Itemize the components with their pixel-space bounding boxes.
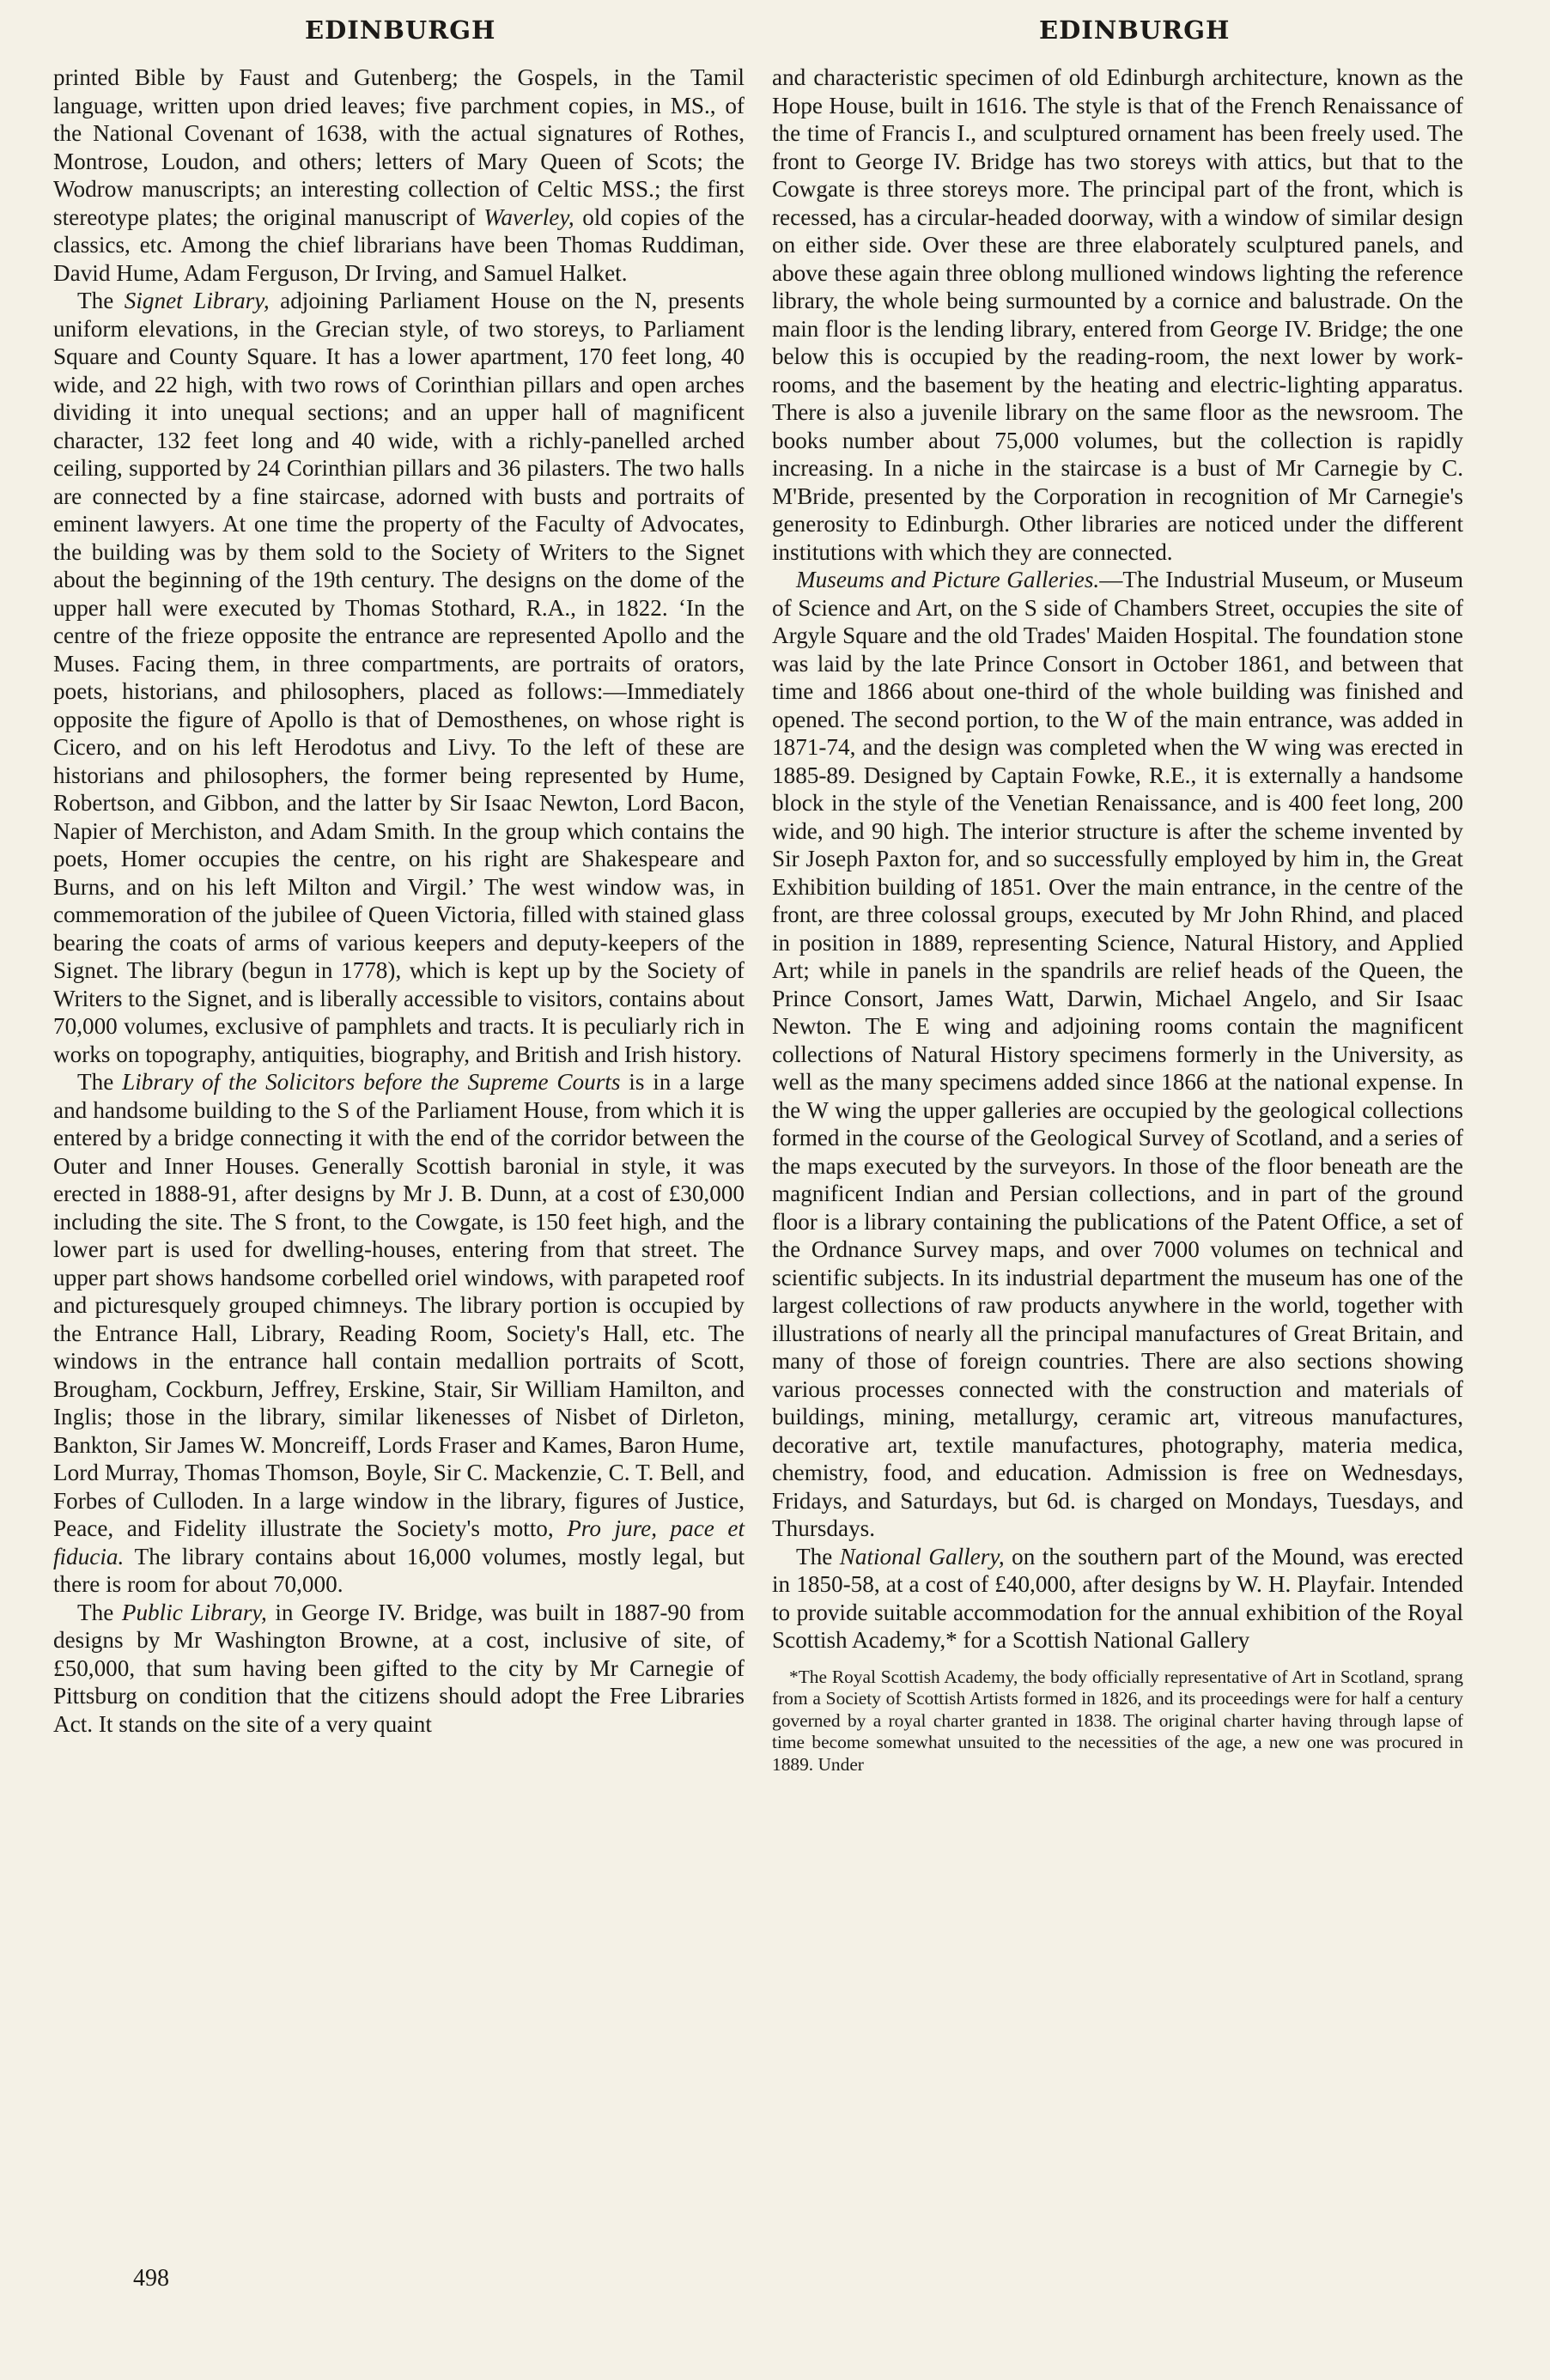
italic-heading-solicitors-library: Library of the Solicitors before the Supreme Courts: [122, 1069, 621, 1095]
footnote: *The Royal Scottish Academy, the body officially representative of Art in Scotland, sprang from a Society of Scottish Artists formed in 1826, and its proceedings were for half a century governed by a royal charter granted in 1838. The original charter having through lapse of time become somewhat unsuited to the necessities of the age, a new one was procured in 1889. Under: [772, 1666, 1463, 1775]
paragraph-public-library: [53, 1599, 745, 1739]
italic-heading-museums: Museums and Picture Galleries.: [796, 567, 1100, 592]
paragraph-text: printed Bible by Faust and Gutenberg; the Gospels, in the Tamil language, written upon dried leaves; five parchment copies, in MS., of the National Covenant of 1638, with the actual signatures of Rothes, Montrose, Loudon, and others; letters of Mary Queen of Scots; the Wodrow manuscripts; an interesting collection of Celtic MSS.; the first stereotype plates; the original manuscript of: [53, 64, 745, 230]
left-column: [53, 64, 745, 1738]
paragraph-hope-house: [772, 64, 1463, 566]
running-head-right: EDINBURGH: [1039, 15, 1231, 45]
paragraph-text: The library contains about 16,000 volumes, mostly legal, but there is room for about 70,000.: [53, 1543, 745, 1597]
italic-title-waverley: Waverley,: [483, 203, 574, 230]
italic-heading-signet-library: Signet Library,: [124, 288, 270, 313]
paragraph-bible-collection: [53, 64, 745, 287]
paragraph-museums: [772, 566, 1463, 1543]
paragraph-signet-library: [53, 287, 745, 1068]
italic-heading-public-library: Public Library,: [121, 1599, 267, 1625]
paragraph-national-gallery: [772, 1543, 1463, 1654]
paragraph-text: in George IV. Bridge, was built in 1887-90 from designs by Mr Washington Browne, at a cost, inclusive of site, of £50,000, that sum having been gifted to the city by Mr Carnegie of Pittsburg on condition that the citizens should adopt the Free Libraries Act. It stands on the site of a very quaint: [53, 1599, 745, 1737]
paragraph-text: The: [77, 1069, 123, 1095]
right-column: [772, 64, 1463, 1776]
paragraph-text: old copies of the classics, etc. Among the chief librarians have been Thomas Ruddiman, David Hume, Adam Ferguson, Dr Irving, and Samuel Halket.: [53, 203, 745, 286]
paragraph-text: The: [77, 1599, 122, 1625]
paragraph-text: on the southern part of the Mound, was erected in 1850-58, at a cost of £40,000, after designs by W. H. Playfair. Intended to provide suitable accommodation for the annual exhibition of the Royal Scottish Academy,* for a Scottish National Gallery: [772, 1543, 1463, 1653]
paragraph-text: The: [77, 288, 125, 313]
paragraph-text: The: [796, 1543, 840, 1569]
paragraph-solicitors-library: [53, 1068, 745, 1599]
paragraph-text: adjoining Parliament House on the N, presents uniform elevations, in the Grecian style, of two storeys, to Parliament Square and County Square. It has a lower apartment, 170 feet long, 40 wide, and 22 high, with two rows of Corinthian pillars and open arches dividing it into unequal sections; and an upper hall of magnificent character, 132 feet long and 40 wide, with a richly-panelled arched ceiling, supported by 24 Corinthian pillars and 36 pilasters. The two halls are connected by a fine staircase, adorned with busts and portraits of eminent lawyers. At one time the property of the Faculty of Advocates, the building was by them sold to the Society of Writers to the Signet about the beginning of the 19th century. The designs on the dome of the upper hall were executed by Thomas Stothard, R.A., in 1822. ‘In the centre of the frieze opposite the entrance are represented Apollo and the Muses. Facing them, in three compartments, are portraits of orators, poets, historians, and philosophers, placed as follows:—Immediately opposite the figure of Apollo is that of Demosthenes, on whose right is Cicero, and on his left Herodotus and Livy. To the left of these are historians and philosophers, the former being represented by Hume, Robertson, and Gibbon, and the latter by Sir Isaac Newton, Lord Bacon, Napier of Merchiston, and Adam Smith. In the group which contains the poets, Homer occupies the centre, on his right are Shakespeare and Burns, and on his left Milton and Virgil.’ The west window was, in commemoration of the jubilee of Queen Victoria, filled with stained glass bearing the coats of arms of various keepers and deputy-keepers of the Signet. The library (begun in 1778), which is kept up by the Society of Writers to the Signet, and is liberally accessible to visitors, contains about 70,000 volumes, exclusive of pamphlets and tracts. It is peculiarly rich in works on topography, antiquities, biography, and British and Irish history.: [53, 288, 745, 1067]
running-head-left: EDINBURGH: [305, 15, 496, 45]
paragraph-text: is in a large and handsome building to the S of the Parliament House, from which it is entered by a bridge connecting it with the end of the corridor between the Outer and Inner Houses. Generally Scottish baronial in style, it was erected in 1888-91, after designs by Mr J. B. Dunn, at a cost of £30,000 including the site. The S front, to the Cowgate, is 150 feet high, and the lower part is used for dwelling-houses, entering from that street. The upper part shows handsome corbelled oriel windows, with parapeted roof and picturesquely grouped chimneys. The library portion is occupied by the Entrance Hall, Library, Reading Room, Society's Hall, etc. The windows in the entrance hall contain medallion portraits of Scott, Brougham, Cockburn, Jeffrey, Erskine, Stair, Sir William Hamilton, and Inglis; those in the library, similar likenesses of Nisbet of Dirleton, Bankton, Sir James W. Moncreiff, Lords Fraser and Kames, Baron Hume, Lord Murray, Thomas Thomson, Boyle, Sir C. Mackenzie, C. T. Bell, and Forbes of Culloden. In a large window in the library, figures of Justice, Peace, and Fidelity illustrate the Society's motto,: [53, 1069, 745, 1541]
italic-heading-national-gallery: National Gallery,: [839, 1543, 1005, 1569]
paragraph-text: —The Industrial Museum, or Museum of Science and Art, on the S side of Chambers Street, occupies the site of Argyle Square and the old Trades' Maiden Hospital. The foundation stone was laid by the late Prince Consort in October 1861, and between that time and 1866 about one-third of the whole building was finished and opened. The second portion, to the W of the main entrance, was added in 1871-74, and the design was completed when the W wing was erected in 1885-89. Designed by Captain Fowke, R.E., it is externally a handsome block in the style of the Venetian Renaissance, and is 400 feet long, 200 wide, and 90 high. The interior structure is after the scheme invented by Sir Joseph Paxton for, and so successfully employed by him in, the Great Exhibition building of 1851. Over the main entrance, in the centre of the front, are three colossal groups, executed by Mr John Rhind, and placed in position in 1889, representing Science, Natural History, and Applied Art; while in panels in the spandrils are relief heads of the Queen, the Prince Consort, James Watt, Darwin, Michael Angelo, and Sir Isaac Newton. The E wing and adjoining rooms contain the magnificent collections of Natural History specimens formerly in the University, as well as the many specimens added since 1866 at the national expense. In the W wing the upper galleries are occupied by the geological collections formed in the course of the Geological Survey of Scotland, and a series of the maps executed by the surveyors. In those of the floor beneath are the magnificent Indian and Persian collections, and in part of the ground floor is a library containing the publications of the Patent Office, a set of the Ordnance Survey maps, and over 7000 volumes on technical and scientific subjects. In its industrial department the museum has one of the largest collections of raw products anywhere in the world, together with illustrations of nearly all the principal manufactures of Great Britain, and many of those of foreign countries. There are also sections showing various processes connected with the construction and materials of buildings, mining, metallurgy, ceramic art, vitreous manufactures, decorative art, textile manufactures, photography, materia medica, chemistry, food, and education. Admission is free on Wednesdays, Fridays, and Saturdays, but 6d. is charged on Mondays, Tuesdays, and Thursdays.: [772, 567, 1463, 1541]
italic-motto: Pro jure, pace et fiducia.: [53, 1515, 745, 1569]
page-number: 498: [133, 2265, 169, 2292]
paragraph-text: and characteristic specimen of old Edinburgh architecture, known as the Hope House, built in 1616. The style is that of the French Renaissance of the time of Francis I., and sculptured ornament has been freely used. The front to George IV. Bridge has two storeys with attics, but that to the Cowgate is three storeys more. The principal part of the front, which is recessed, has a circular-headed doorway, with a window of similar design on either side. Over these are three elaborately sculptured panels, and above these again three oblong mullioned windows lighting the reference library, the whole being surmounted by a cornice and balustrade. On the main floor is the lending library, entered from George IV. Bridge; the one below this is occupied by the reading-room, the next lower by work-rooms, and the basement by the heating and electric-lighting apparatus. There is also a juvenile library on the same floor as the newsroom. The books number about 75,000 volumes, but the collection is rapidly increasing. In a niche in the staircase is a bust of Mr Carnegie by C. M'Bride, presented by the Corporation in recognition of Mr Carnegie's generosity to Edinburgh. Other libraries are noticed under the different institutions with which they are connected.: [772, 64, 1463, 565]
